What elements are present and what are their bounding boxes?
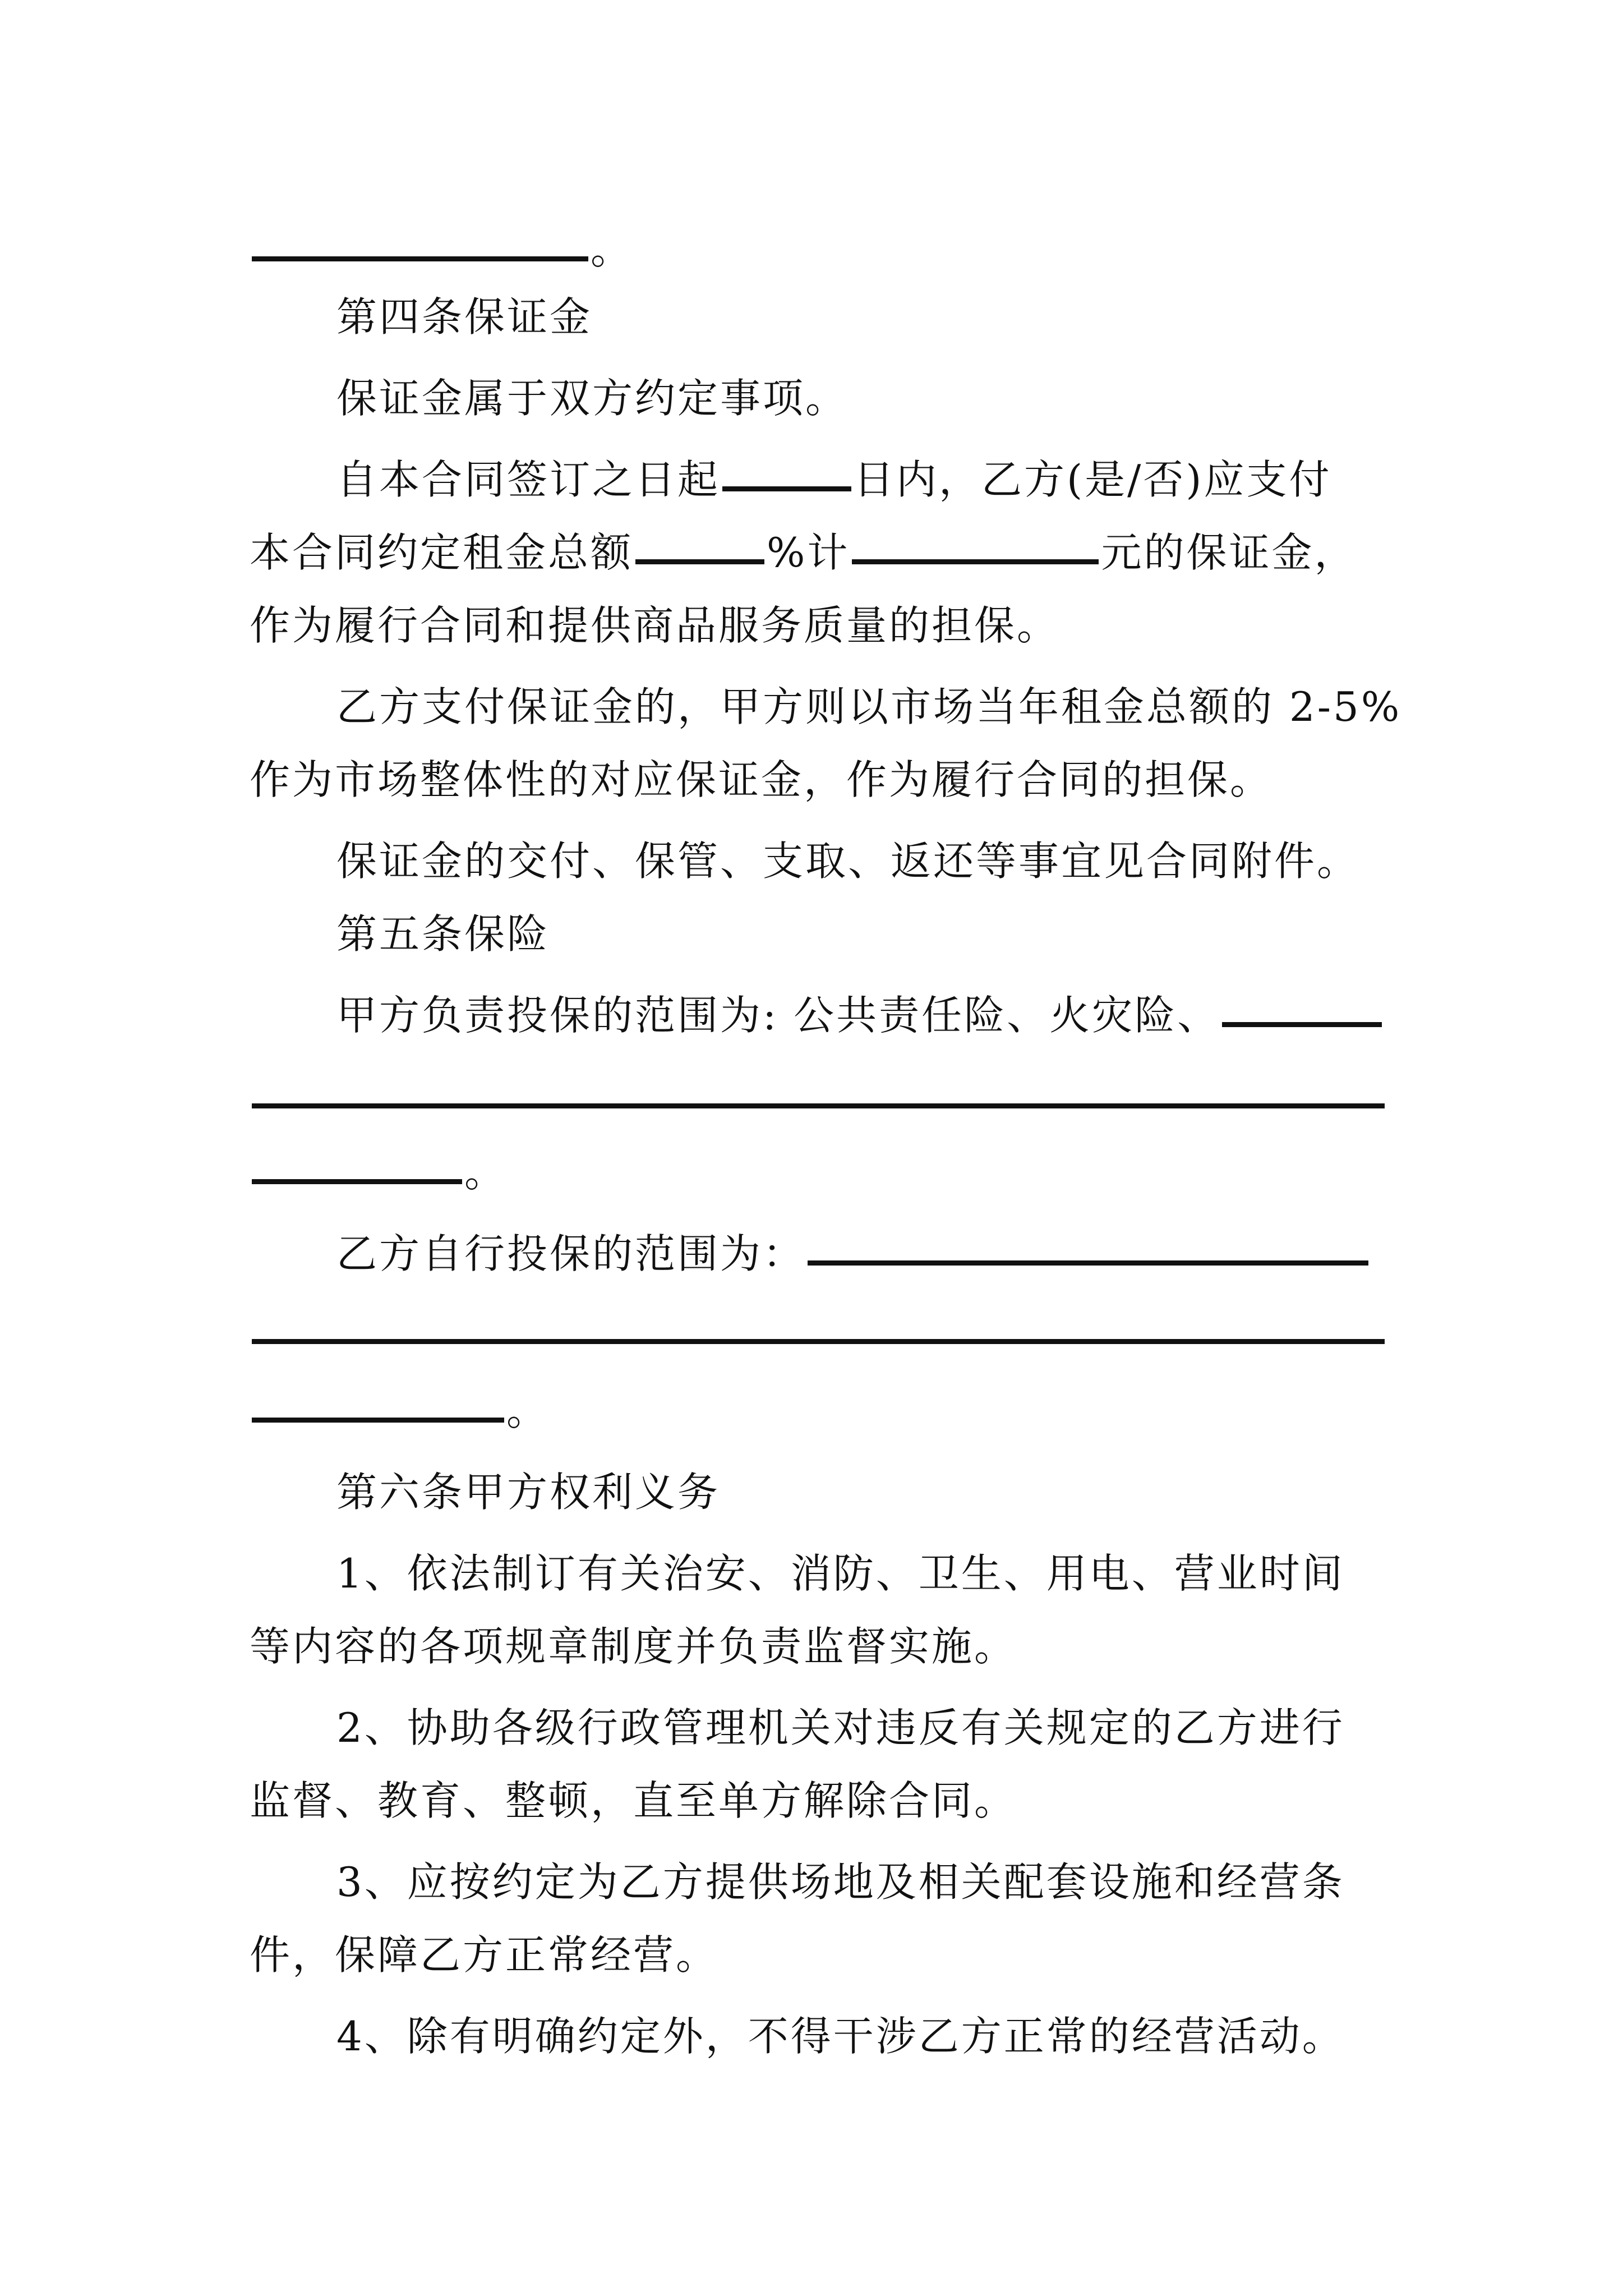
text-segment: 自本合同签订之日起 <box>336 456 721 503</box>
article-5-para-2-line-1 <box>336 1223 1388 1285</box>
insurance-fill-blank <box>252 1103 1385 1108</box>
article-4-para-2-line-3: 作为履行合同和提供商品服务质量的担保。 <box>250 602 1060 649</box>
insurance-fill-blank <box>1222 1022 1382 1027</box>
self-insurance-fill-blank <box>808 1260 1368 1266</box>
text-segment: 乙方自行投保的范围为： <box>336 1230 806 1277</box>
prev-clause-blank-line <box>250 219 1388 280</box>
percent-fill-blank <box>635 559 764 564</box>
article-4-para-3-line-2: 作为市场整体性的对应保证金，作为履行合同的担保。 <box>250 756 1273 803</box>
line-end-mark: 。 <box>506 1387 550 1434</box>
article-5-para-1-line-2 <box>250 1066 1388 1128</box>
article-4-para-3-line-1: 乙方支付保证金的，甲方则以市场当年租金总额的 2-5% <box>336 683 1402 730</box>
article-6-item-2-line-1: 2、协助各级行政管理机关对违反有关规定的乙方进行 <box>336 1704 1345 1751</box>
article-5-heading: 第五条保险 <box>336 910 550 958</box>
line-end-mark: 。 <box>591 226 634 273</box>
text-segment: 甲方负责投保的范围为: 公共责任险、火灾险、 <box>336 992 1220 1039</box>
article-5-para-2-line-3 <box>250 1380 1388 1442</box>
article-6-item-4: 4、除有明确约定外，不得干涉乙方正常的经营活动。 <box>336 2013 1345 2060</box>
article-5-para-1-line-3 <box>250 1142 1388 1203</box>
text-segment: 日内，乙方(是/否)应支付 <box>854 456 1332 503</box>
article-5-para-1-line-1 <box>336 984 1388 1046</box>
line-end-mark: 。 <box>464 1149 508 1196</box>
text-segment: 本合同约定租金总额 <box>250 529 634 576</box>
article-6-heading: 第六条甲方权利义务 <box>336 1469 721 1516</box>
text-segment: 元的保证金， <box>1101 529 1357 576</box>
article-6-item-3-line-2: 件，保障乙方正常经营。 <box>250 1931 719 1978</box>
article-4-para-4: 保证金的交付、保管、支取、返还等事宜见合同附件。 <box>336 838 1360 885</box>
article-6-item-1-line-1: 1、依法制订有关治安、消防、卫生、用电、营业时间 <box>336 1550 1345 1597</box>
fill-blank <box>252 256 588 261</box>
self-insurance-fill-blank <box>252 1339 1385 1344</box>
article-4-para-1: 保证金属于双方约定事项。 <box>336 375 849 422</box>
insurance-fill-blank <box>252 1179 462 1184</box>
days-fill-blank <box>722 486 851 491</box>
article-4-para-2-line-1 <box>336 449 1388 510</box>
article-4-para-2-line-2 <box>250 522 1388 583</box>
article-6-item-2-line-2: 监督、教育、整顿，直至单方解除合同。 <box>250 1777 1017 1824</box>
self-insurance-fill-blank <box>252 1418 504 1423</box>
article-4-heading: 第四条保证金 <box>336 293 593 341</box>
article-6-item-3-line-1: 3、应按约定为乙方提供场地及相关配套设施和经营条 <box>336 1858 1345 1906</box>
text-segment: %计 <box>767 529 850 576</box>
amount-fill-blank <box>852 559 1099 564</box>
article-6-item-1-line-2: 等内容的各项规章制度并负责监督实施。 <box>250 1623 1017 1670</box>
article-5-para-2-line-2 <box>250 1301 1388 1363</box>
